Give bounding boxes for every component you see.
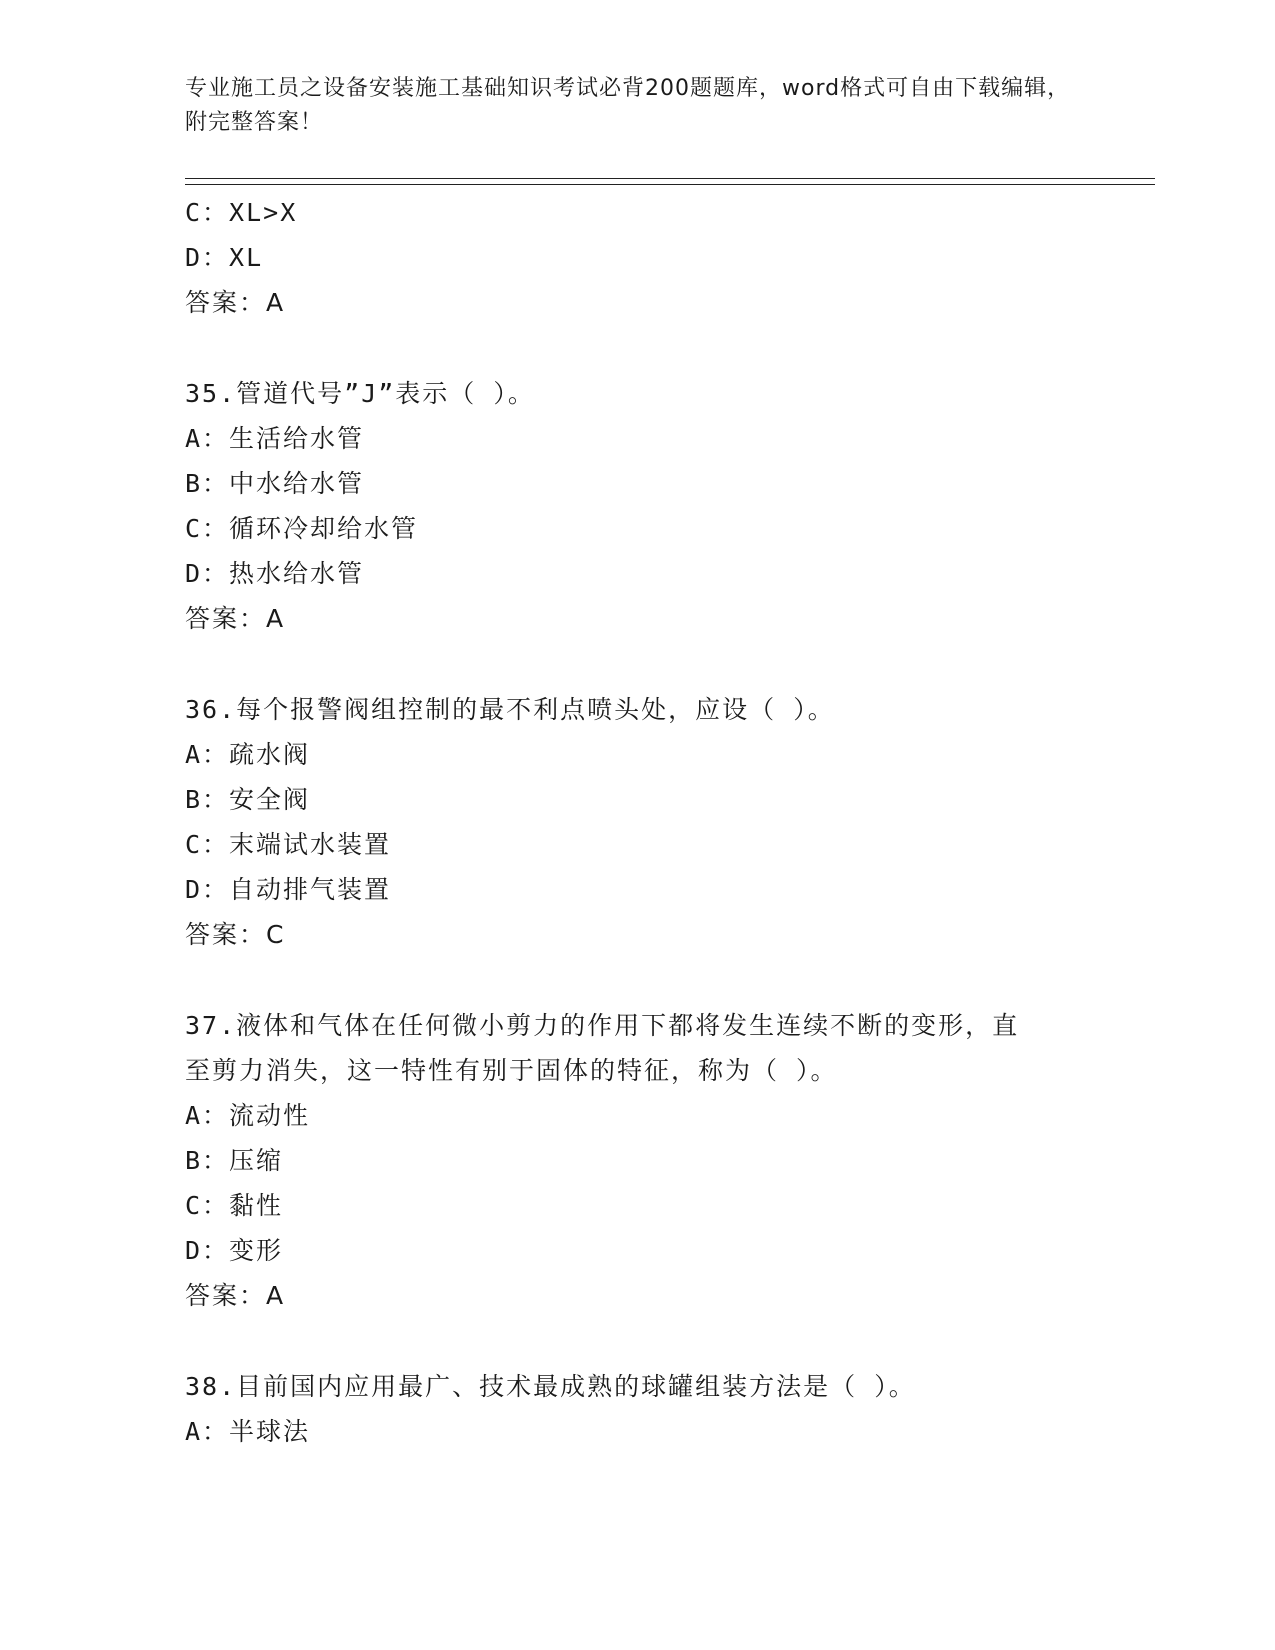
option-d: D：自动排气装置 [185, 875, 392, 904]
option-d: D：变形 [185, 1236, 284, 1265]
header-divider [185, 178, 1155, 185]
spacer [185, 957, 1085, 1003]
question-36 [185, 687, 1085, 957]
option-a: A：半球法 [185, 1417, 311, 1446]
question-stem-line-1: 37.液体和气体在任何微小剪力的作用下都将发生连续不断的变形，直 [185, 1011, 1020, 1040]
spacer [185, 641, 1085, 687]
option-d: D：XL [185, 243, 264, 272]
answer: 答案：A [185, 288, 286, 317]
option-c: C：黏性 [185, 1191, 284, 1220]
option-c: C：末端试水装置 [185, 830, 392, 859]
question-list [185, 190, 1085, 1454]
option-c: C：XL>X [185, 198, 298, 227]
question-35 [185, 371, 1085, 641]
page-header: 专业施工员之设备安装施工基础知识考试必背200题题库，word格式可自由下载编辑，附完整答案！ [185, 76, 1071, 135]
spacer [185, 325, 1085, 371]
option-a: A：疏水阀 [185, 740, 311, 769]
question-37 [185, 1003, 1085, 1318]
answer: 答案：A [185, 604, 286, 633]
option-b: B：安全阀 [185, 785, 311, 814]
question-stem: 38.目前国内应用最广、技术最成熟的球罐组装方法是（ ）。 [185, 1372, 916, 1401]
question-stem: 35.管道代号”J”表示（ ）。 [185, 379, 535, 408]
question-38 [185, 1364, 1085, 1454]
answer: 答案：C [185, 920, 286, 949]
option-a: A：流动性 [185, 1101, 311, 1130]
question-34-continuation [185, 190, 1085, 325]
question-stem-line-2: 至剪力消失，这一特性有别于固体的特征，称为（ ）。 [185, 1056, 838, 1085]
option-d: D：热水给水管 [185, 559, 365, 588]
option-b: B：中水给水管 [185, 469, 365, 498]
spacer [185, 1318, 1085, 1364]
option-c: C：循环冷却给水管 [185, 514, 419, 543]
option-b: B：压缩 [185, 1146, 284, 1175]
question-stem: 36.每个报警阀组控制的最不利点喷头处，应设（ ）。 [185, 695, 835, 724]
option-a: A：生活给水管 [185, 424, 365, 453]
answer: 答案：A [185, 1281, 286, 1310]
